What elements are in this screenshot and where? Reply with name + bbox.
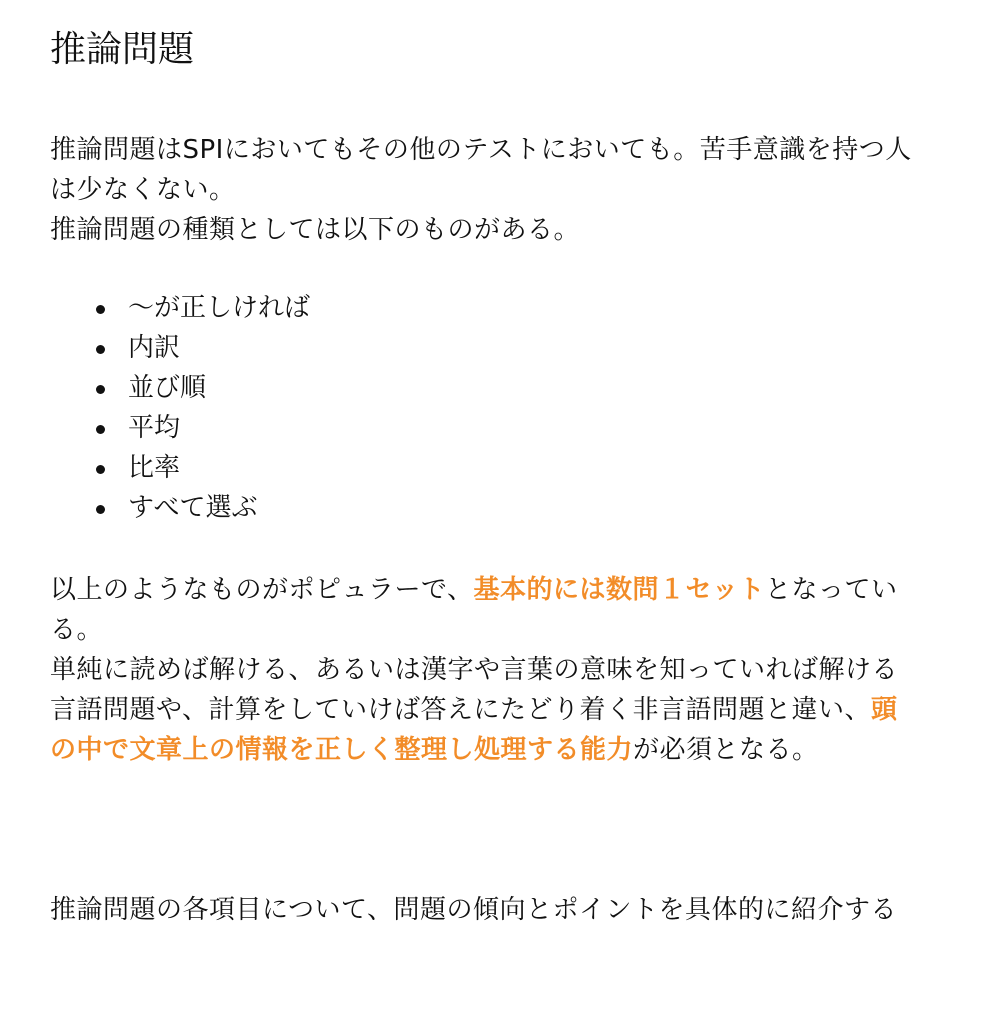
list-item [128,328,310,368]
intro-line-1: 推論問題はSPIにおいてもその他のテストにおいても。苦手意識を持つ人は少なくない。 [50,135,912,205]
summary-text-c: 単純に読めば解ける、あるいは漢字や言葉の意味を知っていれば解ける言語問題や、計算をしていけば答えにたどり着く非言語問題と違い、 [50,655,899,725]
question-type-list [128,288,310,528]
bullet-icon [96,505,105,514]
summary-paragraph [50,570,922,770]
list-item-label: 内訳 [128,333,181,363]
list-item-label: 比率 [128,453,181,483]
bullet-icon [96,465,105,474]
list-item-label: 並び順 [128,373,207,403]
intro-paragraph [50,130,922,250]
bullet-icon [96,385,105,394]
page-title: 推論問題 [50,29,195,70]
summary-text-d: が必須となる。 [633,735,819,765]
list-item-label: 平均 [128,413,181,443]
list-item-label: すべて選ぶ [128,493,258,523]
bullet-icon [96,425,105,434]
list-item-label: 〜が正しければ [128,293,311,323]
summary-text-b: となっている。 [50,575,898,645]
intro-line-2: 推論問題の種類としては以下のものがある。 [50,215,581,245]
highlight-text: 基本的には数問１セット [473,575,765,605]
bullet-icon [96,345,105,354]
list-item [128,488,310,528]
list-item [128,408,310,448]
summary-text-a: 以上のようなものがポピュラーで、 [50,575,474,605]
bullet-icon [96,305,105,314]
highlight-text: 頭の中で文章上の情報を正しく整理し処理する能力 [50,695,898,765]
closing-paragraph: 推論問題の各項目について、問題の傾向とポイントを具体的に紹介する [50,895,897,925]
list-item [128,368,310,408]
list-item [128,448,310,488]
list-item [128,288,310,328]
